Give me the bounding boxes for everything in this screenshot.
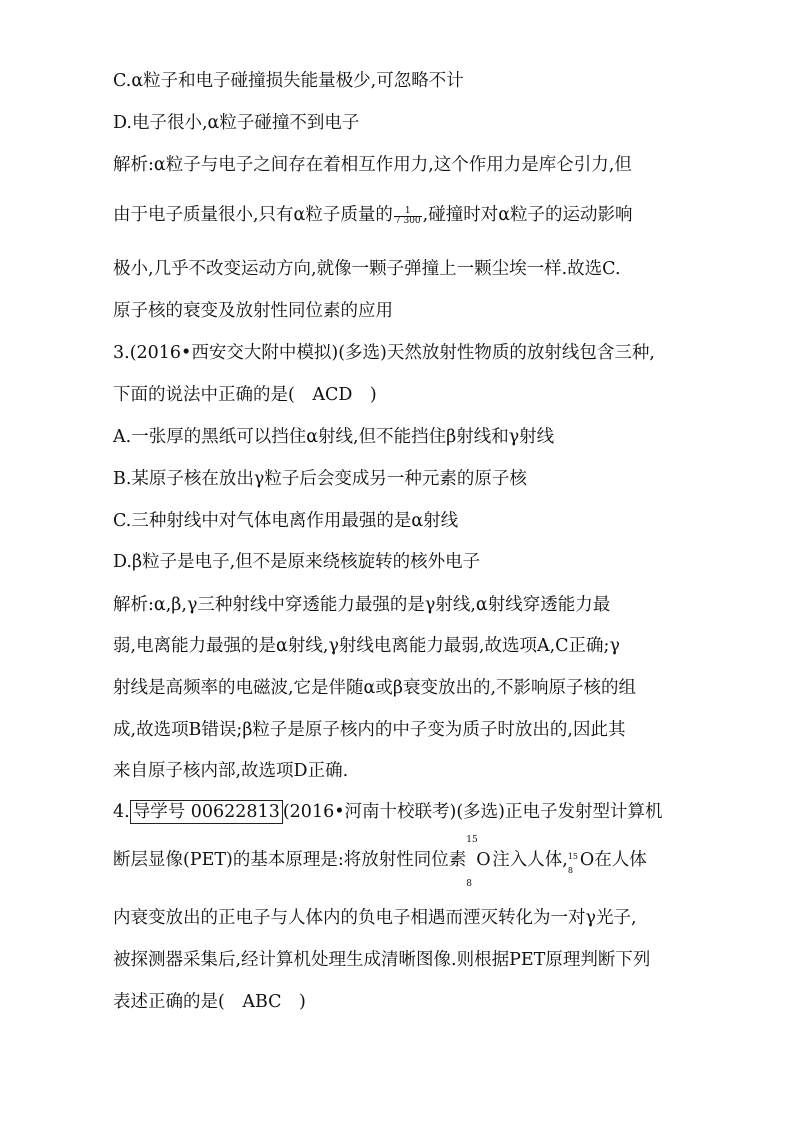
question-3-analysis-3: 射线是高频率的电磁波,它是伴随α或β衰变放出的,不影响原子核的组 <box>113 678 637 698</box>
question-3-option-c: C.三种射线中对气体电离作用最强的是α射线 <box>113 511 459 531</box>
question-4-stem-5: 表述正确的是( ABC ) <box>113 992 306 1012</box>
question-4-stem-3: 内衰变放出的正电子与人体内的负电子相遇而湮灭转化为一对γ光子, <box>113 908 637 928</box>
question-4-stem-2 <box>113 835 693 889</box>
fraction-denominator: 7 300 <box>394 216 421 226</box>
isotope-atomic-number: 8 <box>466 879 473 889</box>
question-4-stem-2-text-b: 注入人体, <box>492 850 568 870</box>
nuclide-atomic-number: 8 <box>567 866 573 875</box>
question-3-analysis-4: 成,故选项B错误;β粒子是原子核内的中子变为质子时放出的,因此其 <box>113 720 626 740</box>
question-3-analysis-2: 弱,电离能力最强的是α射线,γ射线电离能力最弱,故选项A,C正确;γ <box>113 636 620 656</box>
fraction-numerator: 1 <box>394 207 422 217</box>
question-4-stem-2-text-c: 在人体 <box>594 850 647 870</box>
analysis-line-1: 解析:α粒子与电子之间存在着相互作用力,这个作用力是库仑引力,但 <box>113 155 632 175</box>
isotope-mass-number: 15 <box>466 835 478 845</box>
question-4-stem-4: 被探测器采集后,经计算机处理生成清晰图像.则根据PET原理判断下列 <box>113 950 651 970</box>
question-3-option-b: B.某原子核在放出γ粒子后会变成另一种元素的原子核 <box>113 469 527 489</box>
question-3-stem-2: 下面的说法中正确的是( ACD ) <box>113 385 377 405</box>
analysis-line-2-text-a: 由于电子质量很小,只有α粒子质量的 <box>113 205 393 225</box>
question-4-stem-1 <box>113 800 693 824</box>
question-4-stem-2-text-a: 断层显像(PET)的基本原理是:将放射性同位素 <box>113 850 467 870</box>
question-4-number: 4. <box>113 802 130 822</box>
question-3-stem-1: 3.(2016•西安交大附中模拟)(多选)天然放射性物质的放射线包含三种, <box>113 343 655 363</box>
question-3-analysis-5: 来自原子核内部,故选项D正确. <box>113 761 349 781</box>
question-3-option-d: D.β粒子是电子,但不是原来绕核旋转的核外电子 <box>113 552 481 572</box>
nuclide-mass-number: 15 <box>567 852 579 861</box>
option-c-line: C.α粒子和电子碰撞损失能量极少,可忽略不计 <box>113 71 464 91</box>
analysis-line-3: 极小,几乎不改变运动方向,就像一颗子弹撞上一颗尘埃一样.故选C. <box>113 259 621 279</box>
question-3-option-a: A.一张厚的黑纸可以挡住α射线,但不能挡住β射线和γ射线 <box>113 427 555 447</box>
question-4-source: (2016•河南十校联考)(多选)正电子发射型计算机 <box>282 802 663 822</box>
nuclide-symbol: O <box>579 850 595 870</box>
section-heading: 原子核的衰变及放射性同位素的应用 <box>113 301 393 321</box>
option-d-line: D.电子很小,α粒子碰撞不到电子 <box>113 113 360 133</box>
guide-number-box[interactable]: 导学号 00622813 <box>130 800 283 824</box>
mass-fraction <box>394 207 422 226</box>
isotope-symbol: O <box>476 850 491 870</box>
isotope-notation <box>466 835 492 889</box>
inline-nuclide <box>567 848 580 875</box>
analysis-line-2-text-b: ,碰撞时对α粒子的运动影响 <box>422 205 633 225</box>
question-3-analysis-1: 解析:α,β,γ三种射线中穿透能力最强的是γ射线,α射线穿透能力最 <box>113 595 611 615</box>
analysis-line-2 <box>113 203 693 227</box>
